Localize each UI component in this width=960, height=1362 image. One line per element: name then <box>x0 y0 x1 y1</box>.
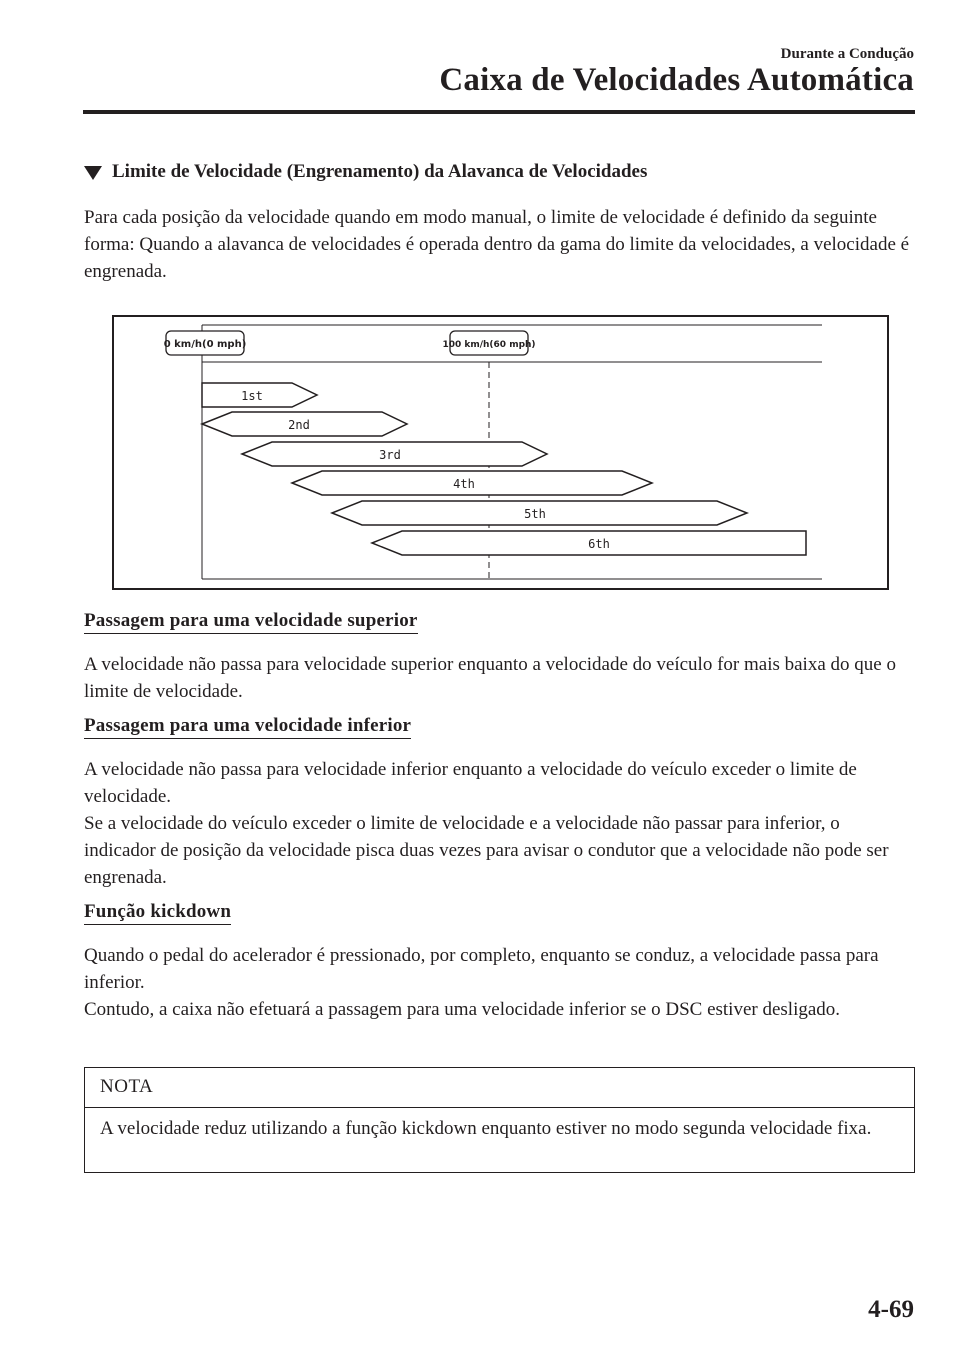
gear-label-3rd: 3rd <box>379 448 401 462</box>
chapter-subtitle: Durante a Condução <box>780 46 914 62</box>
triangle-bullet-icon <box>84 166 102 180</box>
label-mid: 100 km/h(60 mph) <box>442 340 536 350</box>
note-box <box>84 1067 915 1173</box>
gear-label-6th: 6th <box>588 537 610 551</box>
gear-label-5th: 5th <box>524 507 546 521</box>
note-divider <box>85 1107 914 1108</box>
upshift-heading: Passagem para uma velocidade superior <box>84 610 418 634</box>
kickdown-text-2: Contudo, a caixa não efetuará a passagem para uma velocidade inferior se o DSC estiver desligado. <box>84 999 841 1020</box>
section-heading-text: Limite de Velocidade (Engrenamento) da Alavanca de Velocidades <box>112 161 648 182</box>
header-rule <box>83 110 915 114</box>
gear-label-2nd: 2nd <box>288 418 310 432</box>
chapter-title: Caixa de Velocidades Automática <box>439 62 914 98</box>
kickdown-heading: Função kickdown <box>84 901 231 925</box>
downshift-text-1: A velocidade não passa para velocidade inferior enquanto a velocidade do veículo exceder o limite de velocidade. <box>84 759 857 807</box>
gear-speed-chart <box>114 317 886 587</box>
note-title: NOTA <box>100 1076 154 1097</box>
gear-label-1st: 1st <box>241 389 263 403</box>
section-heading <box>84 161 647 183</box>
note-text: A velocidade reduz utilizando a função kickdown enquanto estiver no modo segunda velocidade fixa. <box>100 1118 872 1139</box>
gear-label-4th: 4th <box>453 477 475 491</box>
intro-paragraph: Para cada posição da velocidade quando em modo manual, o limite de velocidade é definido da seguinte forma: Quando a alavanca de velocidades é operada dentro da gama do limite da velocidades, a velocidade é engrenada. <box>84 207 910 282</box>
watermark: carmanualsonline.info <box>718 1332 946 1356</box>
kickdown-text-1: Quando o pedal do acelerador é pressionado, por completo, enquanto se conduz, a velocidade passa para inferior. <box>84 945 879 993</box>
downshift-heading: Passagem para uma velocidade inferior <box>84 715 411 739</box>
downshift-text-2: Se a velocidade do veículo exceder o limite de velocidade e a velocidade não passar para inferior, o indicador de posição da velocidade pisca duas vezes para avisar o condutor que a velocidade não pode ser engrenada. <box>84 813 889 888</box>
page-number: 4-69 <box>868 1296 914 1323</box>
gear-speed-diagram <box>112 315 889 590</box>
upshift-text: A velocidade não passa para velocidade superior enquanto a velocidade do veículo for mais baixa do que o limite de velocidade. <box>84 654 896 702</box>
label-start: 0 km/h(0 mph) <box>163 339 247 350</box>
